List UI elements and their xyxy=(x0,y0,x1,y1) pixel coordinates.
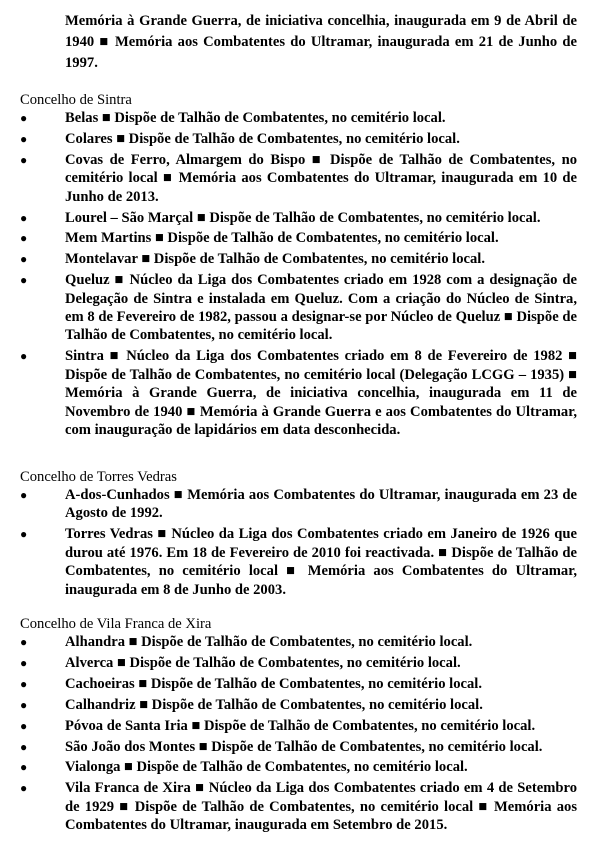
list-item: ● Queluz ■ Núcleo da Liga dos Combatentes criado em 1928 com a designação de Delegação de Sintra e instalada em Queluz. Com a criação do Núcleo de Sintra, em 8 de Fevereiro de 1982, passou a designar-se por Núcleo de Queluz ■ Dispõe de Talhão de Combatentes, no cemitério local. xyxy=(20,272,577,344)
list-item: ● Alverca ■ Dispõe de Talhão de Combatentes, no cemitério local. xyxy=(20,654,461,671)
bullet-icon: ● xyxy=(20,273,28,288)
list-item: ● Sintra ■ Núcleo da Liga dos Combatentes criado em 8 de Fevereiro de 1982 ■ Dispõe de Talhão de Combatentes, no cemitério local (Delegação LCGG – 1935) ■ Memória à Grande Guerra, de iniciativa concelhia, inaugurada em 11 de Novembro de 1940 ■ Memória à Grande Guerra e aos Combatentes do Ultramar, com inauguração de lapidários em data desconhecida. xyxy=(20,348,577,438)
bullet-icon: ● xyxy=(20,655,28,670)
bullet-icon: ● xyxy=(20,739,28,754)
bullet-icon: ● xyxy=(20,781,28,796)
list-item: ● Belas ■ Dispõe de Talhão de Combatentes, no cemitério local. xyxy=(20,110,446,126)
list-item: ● Alhandra ■ Dispõe de Talhão de Combatentes, no cemitério local. xyxy=(20,634,473,650)
list-torres-vedras xyxy=(0,486,605,601)
bullet-icon: ● xyxy=(20,210,28,225)
list-item: ● Calhandriz ■ Dispõe de Talhão de Combatentes, no cemitério local. xyxy=(20,696,483,713)
list-item: ● A-dos-Cunhados ■ Memória aos Combatentes do Ultramar, inaugurada em 23 de Agosto de 1992. xyxy=(20,487,577,522)
section-title-vila-franca-de-xira: Concelho de Vila Franca de Xira xyxy=(20,616,212,632)
list-item: ● Vialonga ■ Dispõe de Talhão de Combatentes, no cemitério local. xyxy=(20,759,468,776)
list-item: ● Vila Franca de Xira ■ Núcleo da Liga dos Combatentes criado em 4 de Setembro de 1929 ■ Dispõe de Talhão de Combatentes, no cemitério local ■ Memória aos Combatentes do Ultramar, inaugurada em Setembro de 2015. xyxy=(20,780,577,834)
bullet-icon: ● xyxy=(20,111,28,125)
list-item: ● Colares ■ Dispõe de Talhão de Combatentes, no cemitério local. xyxy=(20,130,460,147)
bullet-icon: ● xyxy=(20,131,28,146)
list-item: ● Covas de Ferro, Almargem do Bispo ■ Dispõe de Talhão de Combatentes, no cemitério local ■ Memória aos Combatentes do Ultramar, inaugurada em 10 de Junho de 2013. xyxy=(20,151,577,205)
bullet-icon: ● xyxy=(20,488,28,502)
list-item: ● Cachoeiras ■ Dispõe de Talhão de Combatentes, no cemitério local. xyxy=(20,675,483,692)
list-vila-franca-de-xira xyxy=(0,633,605,837)
list-item: ● Montelavar ■ Dispõe de Talhão de Combatentes, no cemitério local. xyxy=(20,251,485,268)
bullet-icon: ● xyxy=(20,697,28,712)
list-item: ● São João dos Montes ■ Dispõe de Talhão de Combatentes, no cemitério local. xyxy=(20,738,543,755)
bullet-icon: ● xyxy=(20,231,28,246)
section-title-torres-vedras: Concelho de Torres Vedras xyxy=(20,469,177,485)
continuation-paragraph: Memória à Grande Guerra, de iniciativa concelhia, inaugurada em 9 de Abril de 1940 ■ Memória aos Combatentes do Ultramar, inaugurada em 21 de Junho de 1997. xyxy=(65,13,577,71)
bullet-icon: ● xyxy=(20,718,28,733)
list-item: ● Torres Vedras ■ Núcleo da Liga dos Combatentes criado em Janeiro de 1926 que durou até 1976. Em 18 de Fevereiro de 2010 foi reactivada. ■ Dispõe de Talhão de Combatentes, no cemitério local ■ Memória aos Combatentes do Ultramar, inaugurada em 8 de Junho de 2003. xyxy=(20,526,577,598)
bullet-icon: ● xyxy=(20,760,28,775)
list-sintra xyxy=(0,109,605,442)
list-item: ● Póvoa de Santa Iria ■ Dispõe de Talhão de Combatentes, no cemitério local. xyxy=(20,717,536,734)
bullet-icon: ● xyxy=(20,152,28,167)
bullet-icon: ● xyxy=(20,252,28,267)
list-item: ● Mem Martins ■ Dispõe de Talhão de Combatentes, no cemitério local. xyxy=(20,230,499,247)
bullet-icon: ● xyxy=(20,349,28,364)
bullet-icon: ● xyxy=(20,527,28,542)
bullet-icon: ● xyxy=(20,635,28,649)
list-item: ● Lourel – São Marçal ■ Dispõe de Talhão de Combatentes, no cemitério local. xyxy=(20,209,541,226)
section-title-sintra: Concelho de Sintra xyxy=(20,92,132,108)
bullet-icon: ● xyxy=(20,676,28,691)
